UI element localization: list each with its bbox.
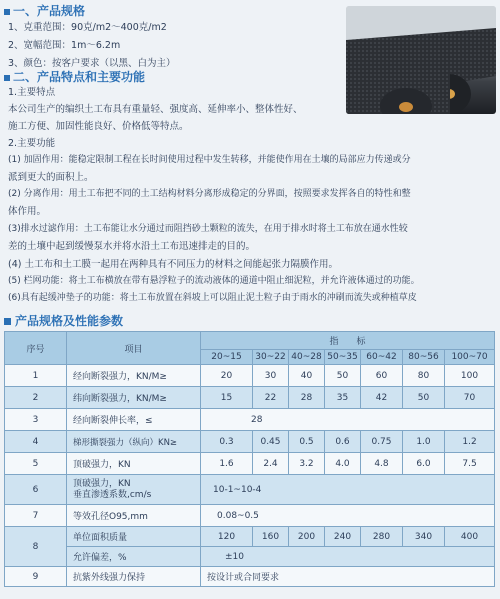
- feature-line-4: 2.主要功能: [8, 138, 56, 149]
- cell: 40: [289, 365, 325, 387]
- cell: 0.3: [201, 431, 253, 453]
- cell: 1.0: [403, 431, 445, 453]
- square-bullet-icon: [4, 318, 11, 325]
- cell: 4.8: [361, 453, 403, 475]
- cell-span: 10-1~10-4: [201, 475, 495, 505]
- cell: 80: [403, 365, 445, 387]
- cell: 1.6: [201, 453, 253, 475]
- feature-line-2: 本公司生产的编织土工布具有重量轻、强度高、延伸率小、整体性好、: [8, 104, 303, 115]
- table-row: [5, 409, 495, 431]
- cell: 0.6: [325, 431, 361, 453]
- cell: 22: [253, 387, 289, 409]
- feature-line-10: 差的土壤中起到缓慢泵水并将水沿土工布迅速排走的目的。: [8, 241, 256, 252]
- cell-span: 按设计或合同要求: [201, 567, 495, 587]
- feature-line-7: (2) 分离作用：用土工布把不同的土工结构材料分离形成稳定的分界面，按照要求发挥各自的特性和整: [8, 189, 411, 199]
- row-no: 5: [5, 453, 67, 475]
- cell: 42: [361, 387, 403, 409]
- cell: 4.0: [325, 453, 361, 475]
- cell: 100: [445, 365, 495, 387]
- col-header: 40~28: [289, 350, 325, 365]
- cell: 6.0: [403, 453, 445, 475]
- feature-line-8: 体作用。: [8, 206, 47, 217]
- table-row: [5, 505, 495, 527]
- cell: 20: [201, 365, 253, 387]
- table-section-heading: [4, 312, 123, 329]
- spec-title: 一、产品规格: [13, 4, 86, 18]
- cell: 50: [403, 387, 445, 409]
- square-bullet-icon: [4, 75, 10, 81]
- cell: 60: [361, 365, 403, 387]
- cell: 1.2: [445, 431, 495, 453]
- table-row: [5, 387, 495, 409]
- col-header: 80~56: [403, 350, 445, 365]
- header-item: 项目: [67, 332, 201, 365]
- feature-line-3: 施工方便、加固性能良好、价格低等特点。: [8, 121, 189, 132]
- cell: 28: [289, 387, 325, 409]
- cell: 50: [325, 365, 361, 387]
- row-item: 经向断裂强力，KN/M≥: [67, 365, 201, 387]
- cell: 160: [253, 527, 289, 547]
- row-no: 2: [5, 387, 67, 409]
- cell-span: 28: [201, 409, 495, 431]
- row-item: 梯形撕裂强力（纵向）KN≥: [67, 431, 201, 453]
- table-row: [5, 453, 495, 475]
- cell-span: ±10: [201, 547, 495, 567]
- cell: 15: [201, 387, 253, 409]
- cell: 280: [361, 527, 403, 547]
- row-no: 8: [5, 527, 67, 567]
- row-item: 单位面积质量: [67, 527, 201, 547]
- feature-line-5: (1) 加固作用：能稳定限制工程在长时间使用过程中发生转移，并能使作用在土壤的局部应力传递或分: [8, 155, 411, 165]
- table-row: [5, 547, 495, 567]
- spec-heading: [4, 2, 85, 19]
- row-item-secondary: 垂直渗透系数,cm/s: [73, 489, 152, 500]
- row-no: 7: [5, 505, 67, 527]
- row-no: 6: [5, 475, 67, 505]
- cell: 2.4: [253, 453, 289, 475]
- cell-span: 0.08~0.5: [201, 505, 495, 527]
- row-item: 等效孔径O95,mm: [67, 505, 201, 527]
- table-row: [5, 431, 495, 453]
- row-item: 经向断裂伸长率，≤: [67, 409, 201, 431]
- row-item: 顶破强力，KN: [67, 453, 201, 475]
- cell: 35: [325, 387, 361, 409]
- features-heading: [4, 68, 145, 85]
- feature-line-11: (4) 土工布和土工膜一起用在两种具有不同压力的材料之间能起张力隔膜作用。: [8, 259, 338, 270]
- feature-line-6: 派到更大的面积上。: [8, 172, 94, 183]
- table-section-title: 产品规格及性能参数: [15, 314, 124, 328]
- row-item: 抗紫外线强力保持: [67, 567, 201, 587]
- spec-table: [4, 331, 495, 587]
- row-item-double: [67, 475, 201, 505]
- spec-line-3: 3、颜色：按客户要求（以黑、白为主）: [8, 58, 176, 69]
- row-item: 纬向断裂强力，KN/M≥: [67, 387, 201, 409]
- cell: 120: [201, 527, 253, 547]
- header-no: 序号: [5, 332, 67, 365]
- feature-line-9: (3)排水过滤作用：土工布能让水分通过而阻挡砂土颗粒的流失，在用于排水时将土工布放在通水性较: [8, 224, 408, 234]
- row-no: 1: [5, 365, 67, 387]
- cell: 0.75: [361, 431, 403, 453]
- table-row: [5, 567, 495, 587]
- row-item: 允许偏差，%: [67, 547, 201, 567]
- cell: 3.2: [289, 453, 325, 475]
- cell: 0.45: [253, 431, 289, 453]
- row-no: 4: [5, 431, 67, 453]
- cell: 200: [289, 527, 325, 547]
- table-row: [5, 527, 495, 547]
- cell: 7.5: [445, 453, 495, 475]
- square-bullet-icon: [4, 9, 10, 15]
- cell: 400: [445, 527, 495, 547]
- cell: 0.5: [289, 431, 325, 453]
- col-header: 60~42: [361, 350, 403, 365]
- cell: 30: [253, 365, 289, 387]
- col-header: 100~70: [445, 350, 495, 365]
- cell: 340: [403, 527, 445, 547]
- feature-line-13: (6)具有起缓冲垫子的功能：将土工布放置在斜坡上可以阻止泥土粒子由于雨水的冲刷而流失或种植草皮: [8, 293, 417, 303]
- row-item: 顶破强力，KN: [73, 478, 131, 489]
- col-header: 20~15: [201, 350, 253, 365]
- cell: 240: [325, 527, 361, 547]
- feature-line-12: (5) 栏网功能：将土工布横放在带有悬浮粒子的流动液体的通道中阻止细泥粒，并允许液体通过的功能。: [8, 276, 420, 286]
- product-photo: [346, 6, 496, 114]
- header-index: 指 标: [201, 332, 495, 350]
- spec-line-2: 2、宽幅范围：1m～6.2m: [8, 40, 121, 51]
- spec-line-1: 1、克重范围：90克/m2～400克/m2: [8, 22, 167, 33]
- row-no: 9: [5, 567, 67, 587]
- col-header: 30~22: [253, 350, 289, 365]
- cell: 70: [445, 387, 495, 409]
- table-row: [5, 365, 495, 387]
- col-header: 50~35: [325, 350, 361, 365]
- table-row: [5, 475, 495, 505]
- feature-line-1: 1.主要特点: [8, 87, 56, 98]
- row-no: 3: [5, 409, 67, 431]
- features-title: 二、产品特点和主要功能: [13, 70, 146, 84]
